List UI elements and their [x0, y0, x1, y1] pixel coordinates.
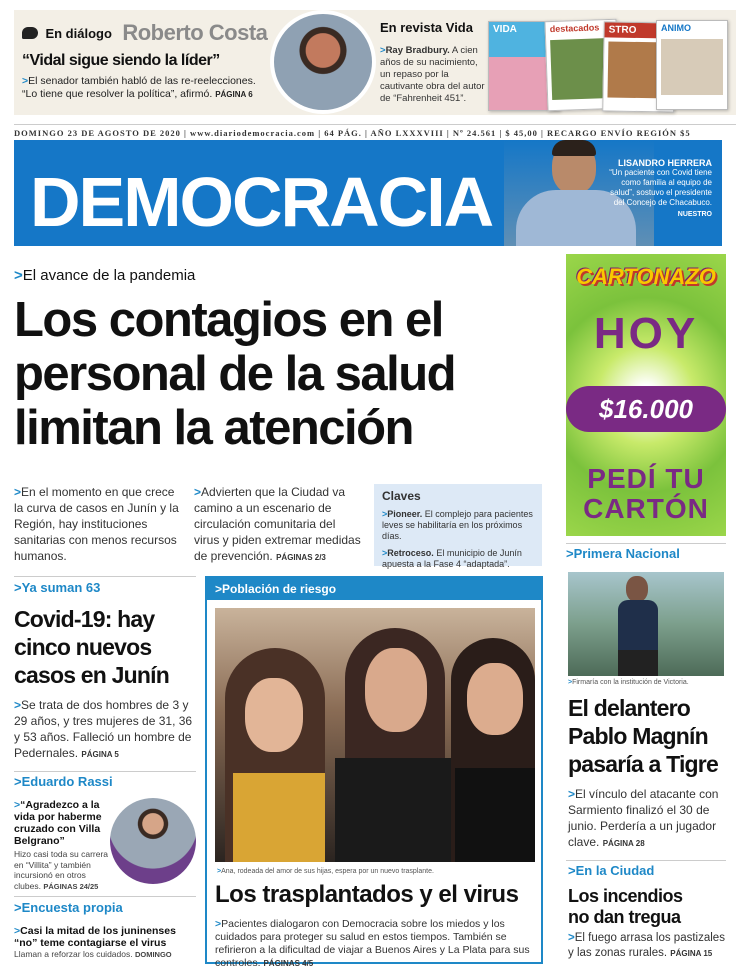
claves-item: >Retroceso. El municipio de Junín apuesta a la Fase 4 “adaptada”.: [382, 548, 522, 569]
poblacion-headline: Los trasplantados y el virus: [215, 881, 519, 908]
ad-price: $16.000: [566, 386, 726, 432]
covid-kicker: >Ya suman 63: [14, 580, 101, 595]
encuesta-story[interactable]: [14, 900, 199, 961]
vida-body: >Ray Bradbury. A cien años de su nacimiento, un repaso por la cautivante obra del autor de “Fahrenheit 451”.: [380, 45, 485, 104]
divider: [566, 860, 726, 861]
nacional-kicker: >Primera Nacional: [566, 546, 680, 561]
poblacion-caption: >Ana, rodeada del amor de sus hijas, espera por un nuevo trasplante.: [217, 868, 434, 875]
claves-title: Claves: [382, 489, 421, 503]
divider: [14, 771, 196, 772]
ad-hoy: HOY: [593, 309, 699, 358]
teaser-body: >El senador también habló de las re-reelecciones. “Lo tiene que resolver la política”, afirmó. PÁGINA 6: [22, 75, 256, 100]
main-col1: >En el momento en que crece la curva de casos en Junín y la Región, hay instituciones sanitarias con menos recursos humanos.: [14, 485, 179, 563]
masthead-title: DEMOCRACIA: [30, 163, 493, 241]
ad-cta: PEDÍ TU CARTÓN: [583, 463, 709, 524]
vida-label: En revista Vida: [380, 20, 473, 35]
claves-box: [374, 484, 542, 569]
nacional-body: >El vínculo del atacante con Sarmiento finalizó el 30 de junio. Perdería a un jugador clave. PÁGINA 28: [568, 787, 719, 849]
nacional-caption: >Firmaría con la institución de Victoria.: [568, 679, 689, 686]
cartonazo-ad[interactable]: [566, 254, 726, 536]
ciudad-body: >El fuego arrasa los pastizales y las zonas rurales. PÁGINA 15: [568, 932, 725, 959]
dateline: DOMINGO 23 DE AGOSTO DE 2020 | www.diariodemocracia.com | 64 PÁG. | AÑO LXXXVIII | Nº 24.561 | $ 45,00 | RECARGO ENVÍO REGIÓN $5: [14, 124, 736, 138]
teaser-name: Roberto Costa: [122, 20, 268, 45]
trasplantados-photo: [215, 608, 535, 862]
divider: [14, 576, 196, 577]
magazine-cover: VIDA: [488, 21, 560, 111]
speech-bubble-icon: [22, 27, 38, 39]
ciudad-headline: Los incendios no dan tregua: [568, 886, 683, 927]
rassi-body: Hizo casi toda su carrera en “Villita” y también incursionó en otros clubes. PÁGINAS 24/25: [14, 849, 109, 891]
covid-body: >Se trata de dos hombres de 3 y 29 años, y tres mujeres de 31, 36 y 53 años. Falleció un hombre de Pedernales. PÁGINA 5: [14, 698, 193, 760]
main-col2: >Advierten que la Ciudad va camino a un escenario de circulación comunitaria del virus y piden extremar medidas de prevención. PÁGINAS 2/3: [194, 485, 361, 563]
magnin-photo: [568, 572, 724, 676]
poblacion-box[interactable]: [205, 576, 543, 969]
encuesta-body: Llaman a reforzar los cuidados. DOMINGO: [14, 949, 172, 959]
poblacion-body: >Pacientes dialogaron con Democracia sobre los miedos y los cuidados para proteger su salud en estos tiempos. También se refirieron a la dificultad de viajar a Buenos Aires y La Plata para sus controles. PÁGINAS 4/5: [215, 918, 530, 969]
masthead-credit: LISANDRO HERRERA “Un paciente con Covid tiene como familia al equipo de salud”, sostuvo el presidente del Concejo de Chacabuco. NUESTRO: [609, 158, 712, 218]
poblacion-kicker: >Población de riesgo: [207, 578, 541, 600]
main-kicker: >El avance de la pandemia: [14, 267, 196, 284]
masthead[interactable]: [14, 140, 722, 246]
rassi-photo: [110, 798, 196, 884]
divider: [14, 896, 196, 897]
rassi-headline: >“Agradezco a la vida por haberme cruzado con Villa Belgrano”: [14, 799, 102, 847]
encuesta-kicker: >Encuesta propia: [14, 900, 123, 915]
divider: [566, 543, 726, 544]
encuesta-headline: >Casi la mitad de los juninenses “no” teme contagiarse el virus: [14, 925, 176, 949]
teaser-label: En diálogo: [45, 25, 112, 41]
roberto-costa-photo: [270, 10, 376, 114]
magazine-cover: STRO: [602, 21, 676, 112]
claves-item: >Pioneer. El complejo para pacientes leves se habilitaría en los próximos días.: [382, 509, 533, 541]
nacional-headline[interactable]: El delantero Pablo Magnín pasaría a Tigre: [568, 695, 718, 777]
ad-brand: CARTONAZO: [576, 264, 716, 289]
magazine-covers: [488, 18, 728, 113]
ciudad-story[interactable]: [568, 863, 738, 961]
covid-headline[interactable]: Covid-19: hay cinco nuevos casos en Junín: [14, 606, 169, 688]
teaser-quote: “Vidal sigue siendo la líder”: [22, 52, 220, 69]
rassi-story[interactable]: [14, 774, 199, 892]
rassi-kicker: >Eduardo Rassi: [14, 774, 113, 789]
main-headline[interactable]: Los contagios en el personal de la salud limitan la atención: [14, 293, 456, 455]
magazine-cover: destacados: [544, 19, 619, 111]
teaser-vida[interactable]: [380, 20, 485, 105]
magazine-cover: ANIMO: [656, 20, 728, 110]
ciudad-kicker: >En la Ciudad: [568, 863, 655, 878]
